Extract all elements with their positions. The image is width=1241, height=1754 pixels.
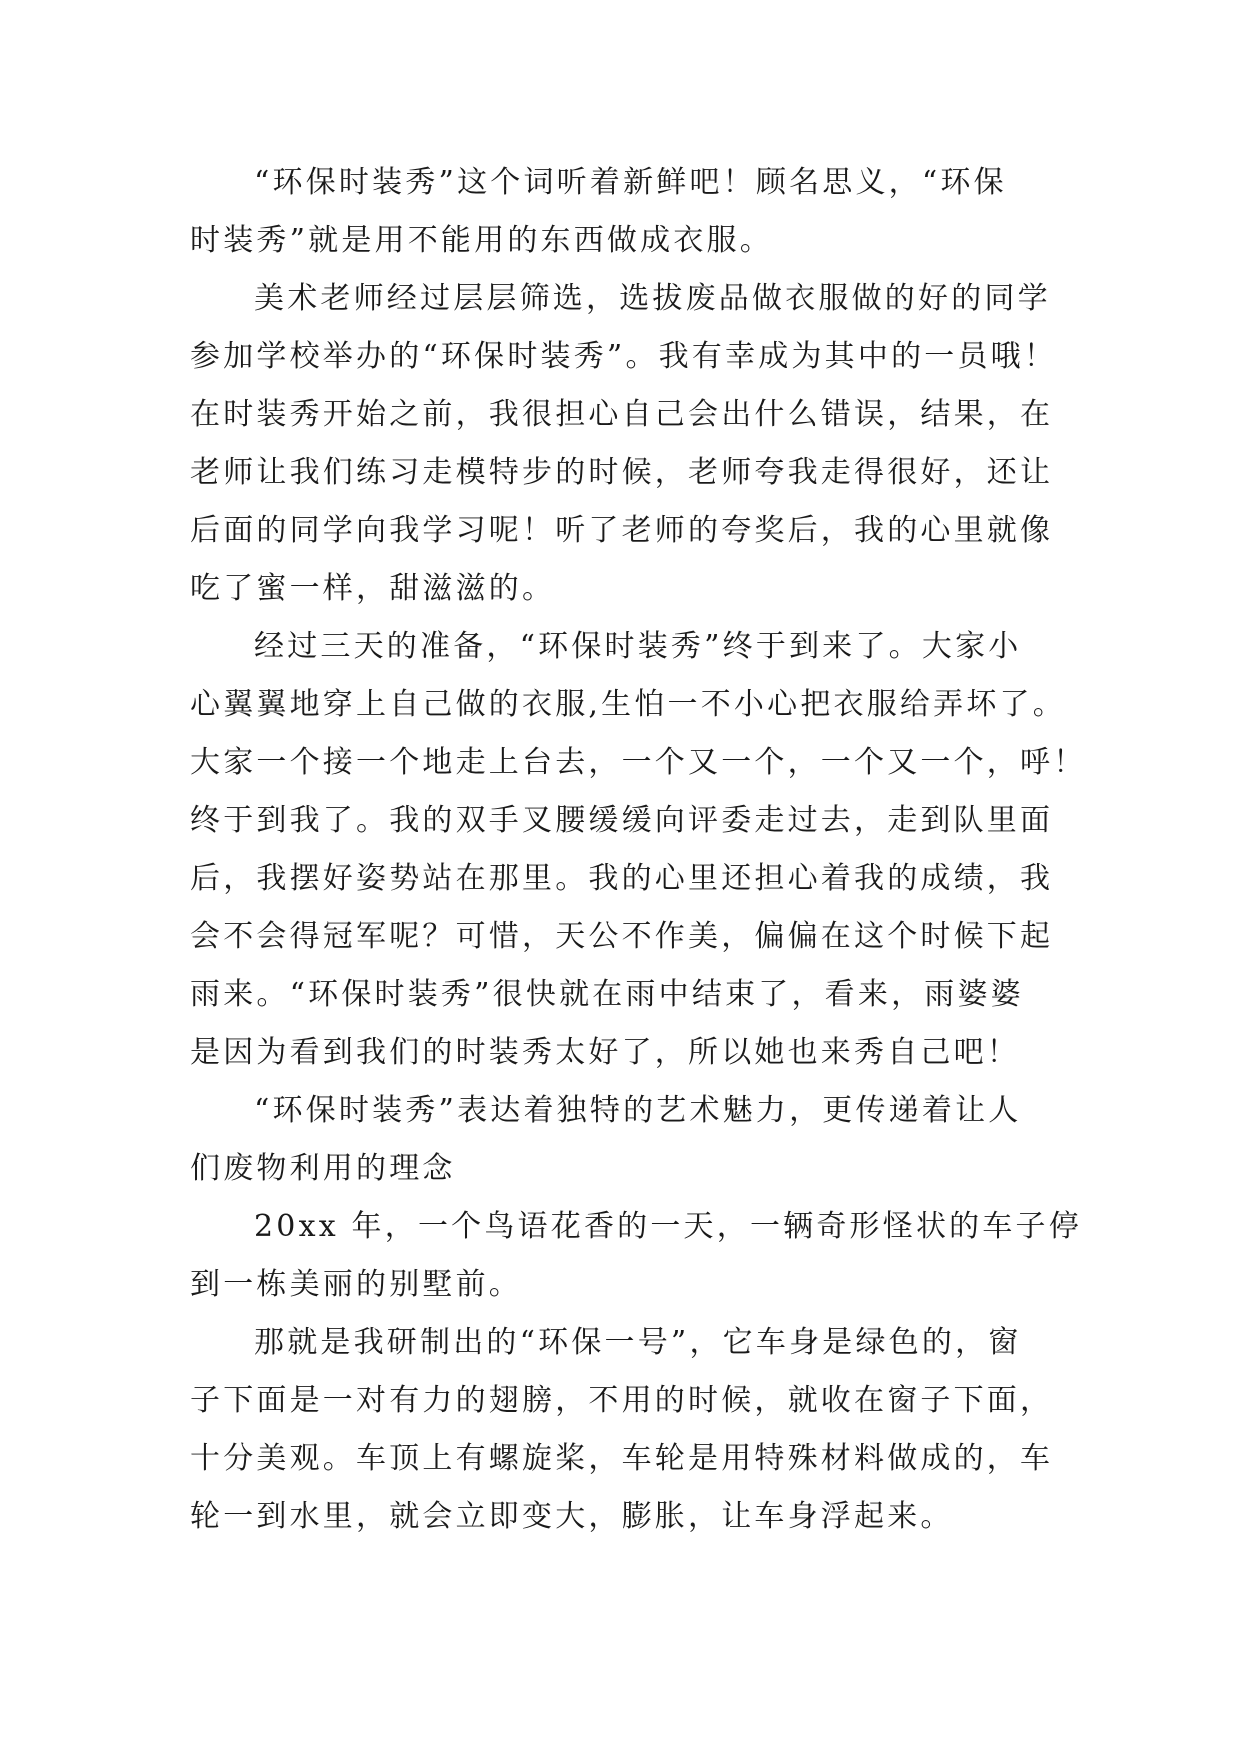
text-line: 十分美观。车顶上有螺旋桨，车轮是用特殊材料做成的，车 (190, 1441, 1054, 1476)
text-line: 是因为看到我们的时装秀太好了，所以她也来秀自己吧！ (190, 1035, 1020, 1070)
text-line: 子下面是一对有力的翅膀，不用的时候，就收在窗子下面， (190, 1383, 1054, 1418)
essay-body (190, 154, 1087, 1546)
text-line: 终于到我了。我的双手叉腰缓缓向评委走过去，走到队里面 (190, 803, 1054, 838)
text-line: 轮一到水里，就会立即变大，膨胀，让车身浮起来。 (190, 1499, 954, 1534)
text-line: 时装秀”就是用不能用的东西做成衣服。 (190, 223, 773, 258)
text-line: “环保时装秀”表达着独特的艺术魅力，更传递着让人 (254, 1093, 1022, 1128)
text-line: 经过三天的准备，“环保时装秀”终于到来了。大家小 (254, 629, 1022, 664)
text-line: 美术老师经过层层筛选，选拔废品做衣服做的好的同学 (254, 281, 1051, 316)
text-line: 在时装秀开始之前，我很担心自己会出什么错误，结果，在 (190, 397, 1054, 432)
text-line: 那就是我研制出的“环保一号”，它车身是绿色的，窗 (254, 1325, 1022, 1360)
text-line: 后面的同学向我学习呢！听了老师的夸奖后，我的心里就像 (190, 513, 1054, 548)
text-line: “环保时装秀”这个词听着新鲜吧！顾名思义，“环保 (254, 165, 1007, 200)
text-line: 们废物利用的理念 (190, 1151, 456, 1186)
text-line: 后，我摆好姿势站在那里。我的心里还担心着我的成绩，我 (190, 861, 1054, 896)
text-line: 大家一个接一个地走上台去，一个又一个，一个又一个，呼！ (190, 745, 1087, 780)
text-line: 老师让我们练习走模特步的时候，老师夸我走得很好，还让 (190, 455, 1054, 490)
text-line: 雨来。“环保时装秀”很快就在雨中结束了，看来，雨婆婆 (190, 977, 1024, 1012)
text-line: 20xx 年，一个鸟语花香的一天，一辆奇形怪状的车子停 (254, 1209, 1082, 1244)
text-line: 心翼翼地穿上自己做的衣服,生怕一不小心把衣服给弄坏了。 (190, 687, 1066, 722)
text-line: 参加学校举办的“环保时装秀”。我有幸成为其中的一员哦！ (190, 339, 1058, 374)
text-line: 到一栋美丽的别墅前。 (190, 1267, 522, 1302)
text-line: 吃了蜜一样，甜滋滋的。 (190, 571, 556, 606)
text-line: 会不会得冠军呢？可惜，天公不作美，偏偏在这个时候下起 (190, 919, 1054, 954)
